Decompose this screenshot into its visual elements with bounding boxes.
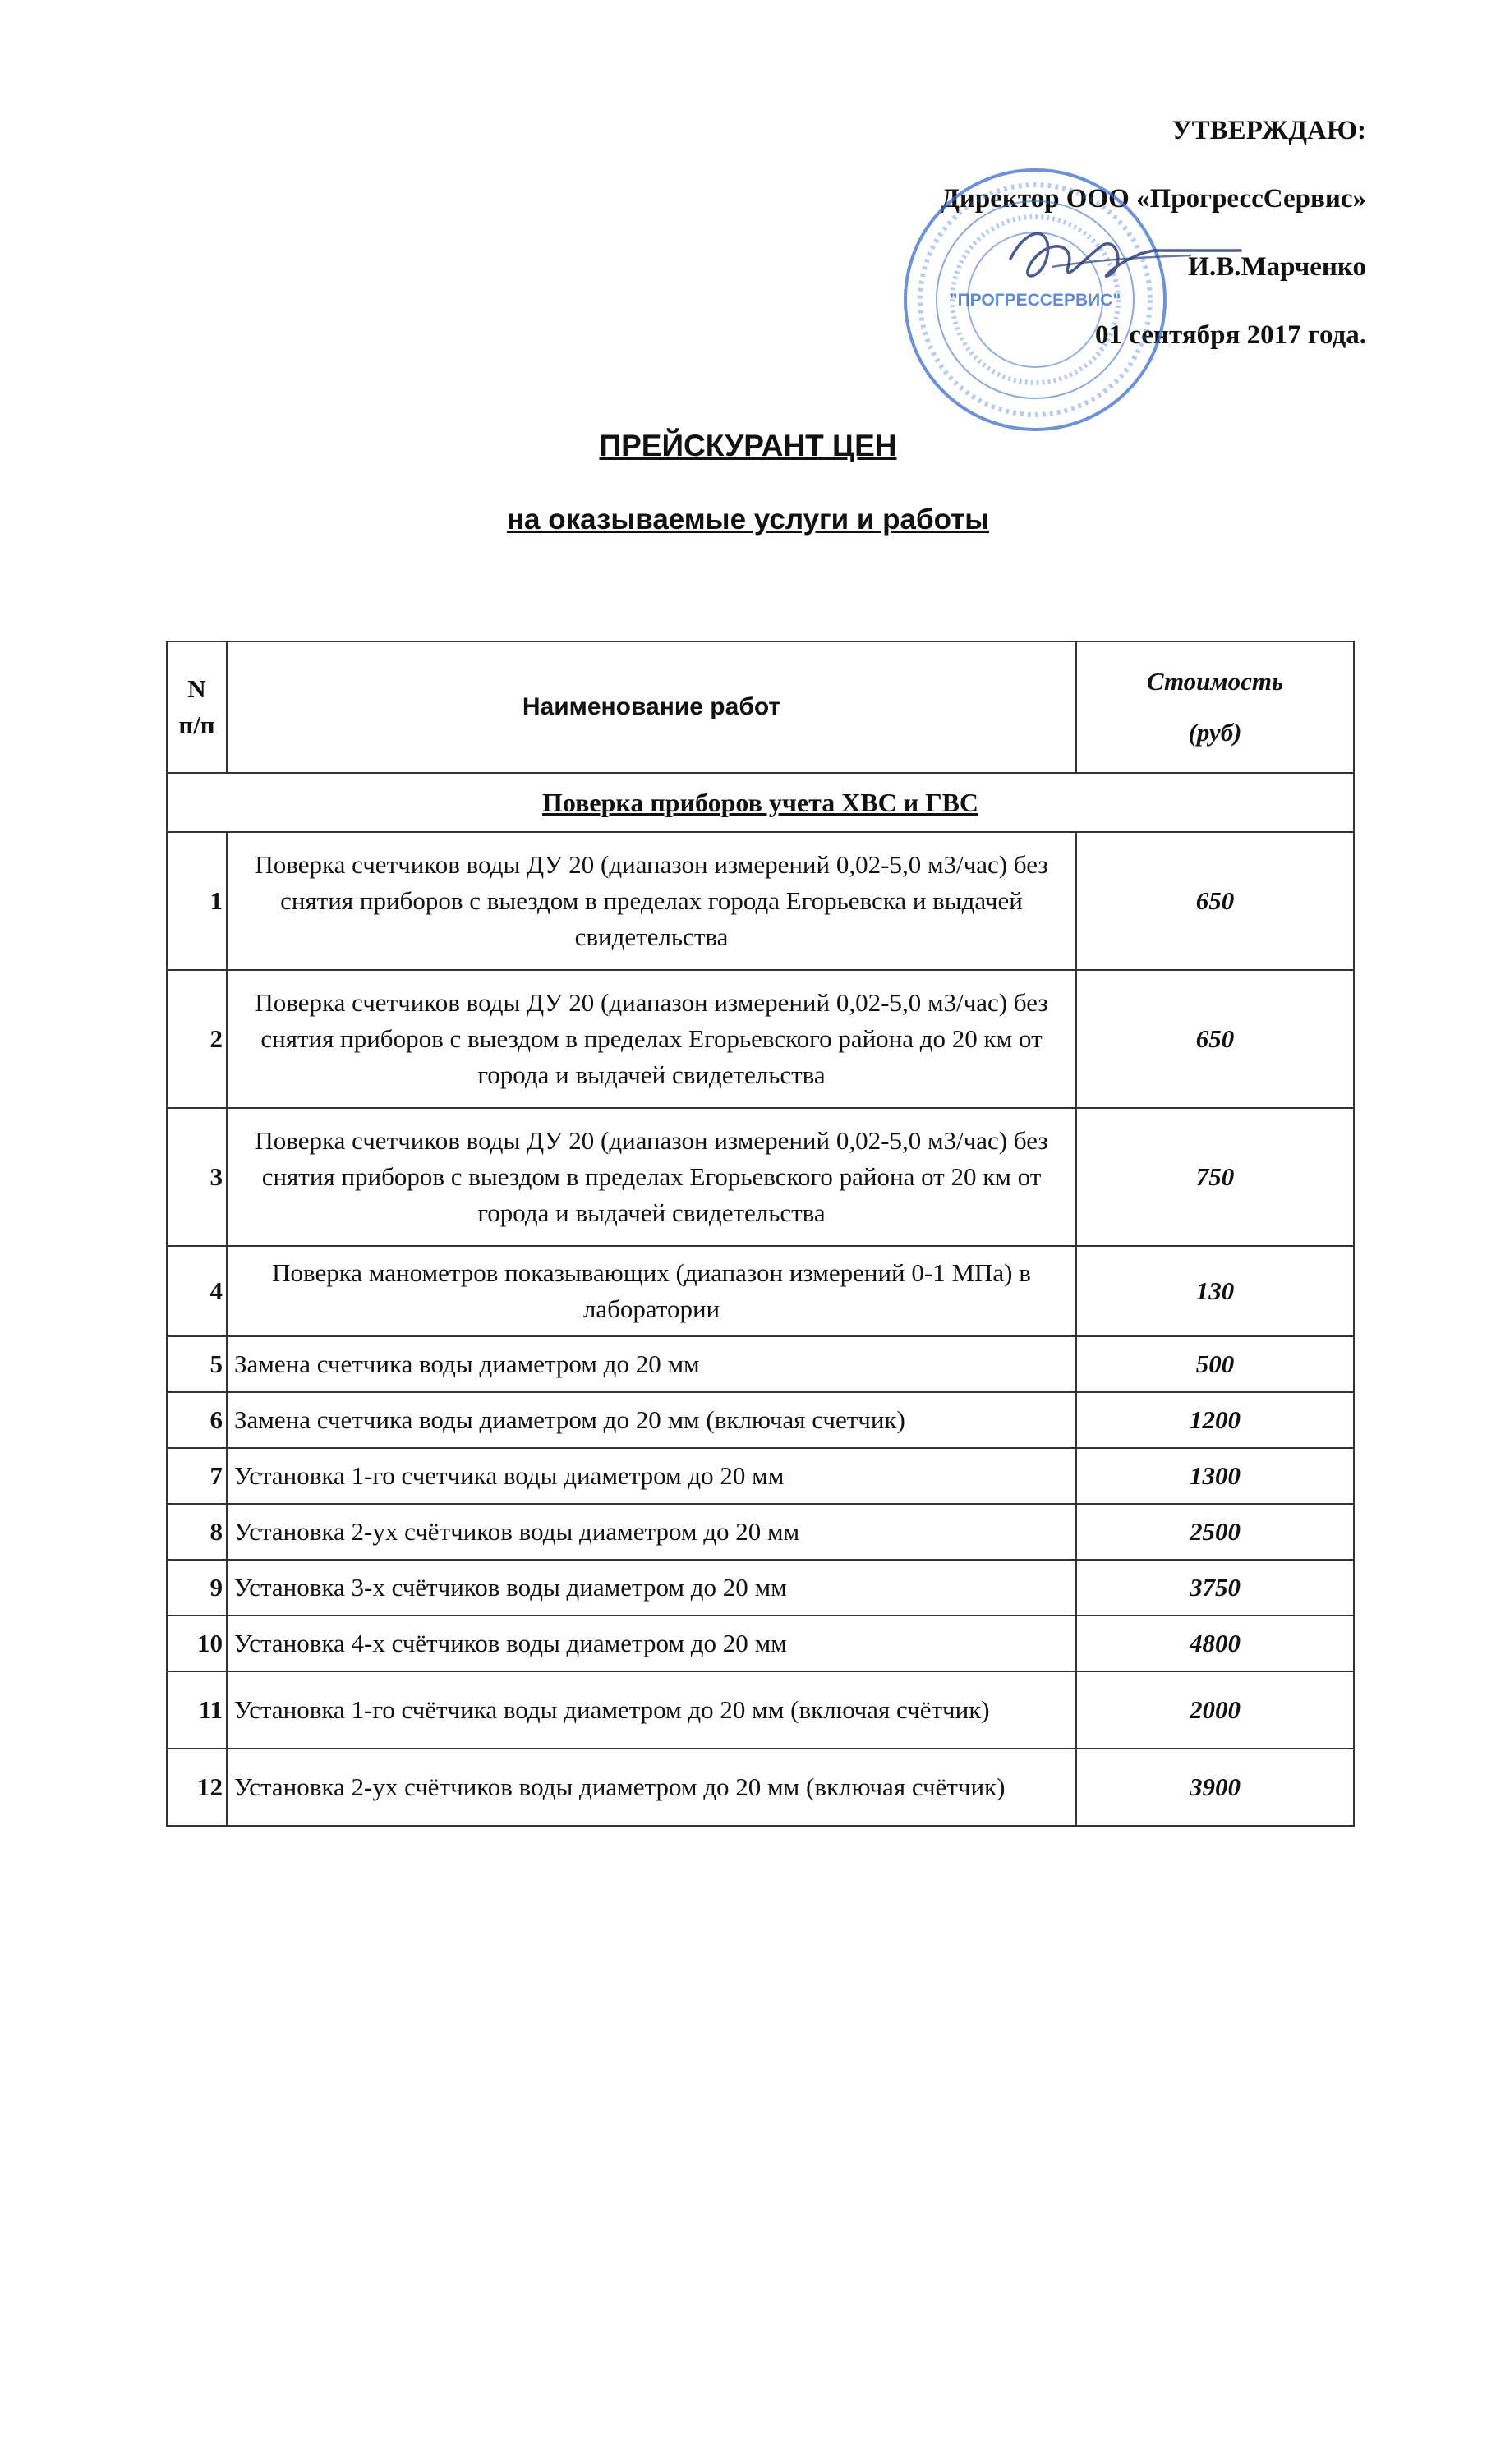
header-cost-line1: Стоимость [1146,667,1284,696]
row-service-name: Поверка счетчиков воды ДУ 20 (диапазон измерений 0,02-5,0 м3/час) без снятия приборов с выездом в пределах Егорьевского района от 20 км от города и выдачей свидетельства [227,1108,1076,1246]
row-service-name: Установка 2-ух счётчиков воды диаметром до 20 мм (включая счётчик) [227,1749,1076,1826]
row-price: 750 [1076,1108,1354,1246]
row-service-name: Замена счетчика воды диаметром до 20 мм [227,1336,1076,1392]
director-signature [1002,209,1249,300]
row-service-name: Поверка счетчиков воды ДУ 20 (диапазон измерений 0,02-5,0 м3/час) без снятия приборов с выездом в пределах Егорьевского района до 20 км от города и выдачей свидетельства [227,970,1076,1108]
table-row [167,1749,1354,1826]
row-price: 650 [1076,970,1354,1108]
row-service-name: Установка 2-ух счётчиков воды диаметром до 20 мм [227,1504,1076,1560]
table-header-row [167,641,1354,773]
table-row [167,1504,1354,1560]
row-service-name: Поверка счетчиков воды ДУ 20 (диапазон измерений 0,02-5,0 м3/час) без снятия приборов с выездом в пределах города Егорьевска и выдачей свидетельства [227,832,1076,970]
row-number: 5 [167,1336,227,1392]
approval-name: И.В.Марченко [1188,252,1366,282]
row-price: 4800 [1076,1616,1354,1671]
table-row [167,1336,1354,1392]
row-price: 1200 [1076,1392,1354,1448]
row-service-name: Поверка манометров показывающих (диапазон измерений 0-1 МПа) в лаборатории [227,1246,1076,1336]
table-row [167,832,1354,970]
table-row [167,1392,1354,1448]
row-price: 1300 [1076,1448,1354,1504]
row-number: 7 [167,1448,227,1504]
row-number: 9 [167,1560,227,1616]
header-cost [1076,641,1354,773]
header-name: Наименование работ [227,641,1076,773]
table-row [167,1246,1354,1336]
row-price: 3900 [1076,1749,1354,1826]
stamp-center-text: "ПРОГРЕССЕРВИС" [949,291,1121,310]
row-price: 500 [1076,1336,1354,1392]
header-number-line2: п/п [178,710,215,739]
table-row [167,1560,1354,1616]
row-service-name: Замена счетчика воды диаметром до 20 мм (включая счетчик) [227,1392,1076,1448]
header-cost-line2: (руб) [1188,718,1242,747]
table-row [167,970,1354,1108]
company-stamp [900,164,1171,435]
table-row [167,1671,1354,1749]
section-title: Поверка приборов учета ХВС и ГВС [167,773,1354,832]
row-number: 4 [167,1246,227,1336]
table-row [167,1448,1354,1504]
row-number: 6 [167,1392,227,1448]
row-number: 2 [167,970,227,1108]
approval-date: 01 сентября 2017 года. [1095,320,1366,350]
header-number-line1: N [187,674,206,703]
row-service-name: Установка 4-х счётчиков воды диаметром до 20 мм [227,1616,1076,1671]
price-table [166,641,1355,1827]
document-title: ПРЕЙСКУРАНТ ЦЕН [599,429,897,462]
row-price: 3750 [1076,1560,1354,1616]
row-price: 2500 [1076,1504,1354,1560]
row-price: 130 [1076,1246,1354,1336]
row-number: 8 [167,1504,227,1560]
row-service-name: Установка 1-го счетчика воды диаметром до 20 мм [227,1448,1076,1504]
row-number: 1 [167,832,227,970]
row-service-name: Установка 3-х счётчиков воды диаметром до 20 мм [227,1560,1076,1616]
row-price: 650 [1076,832,1354,970]
row-price: 2000 [1076,1671,1354,1749]
document-subtitle: на оказываемые услуги и работы [506,503,990,536]
header-number [167,641,227,773]
approval-director: Директор ООО «ПрогрессСервис» [941,184,1366,214]
row-number: 11 [167,1671,227,1749]
row-number: 12 [167,1749,227,1826]
row-service-name: Установка 1-го счётчика воды диаметром до 20 мм (включая счётчик) [227,1671,1076,1749]
section-row [167,773,1354,832]
table-row [167,1108,1354,1246]
row-number: 10 [167,1616,227,1671]
approval-heading: УТВЕРЖДАЮ: [1171,116,1366,145]
table-row [167,1616,1354,1671]
row-number: 3 [167,1108,227,1246]
